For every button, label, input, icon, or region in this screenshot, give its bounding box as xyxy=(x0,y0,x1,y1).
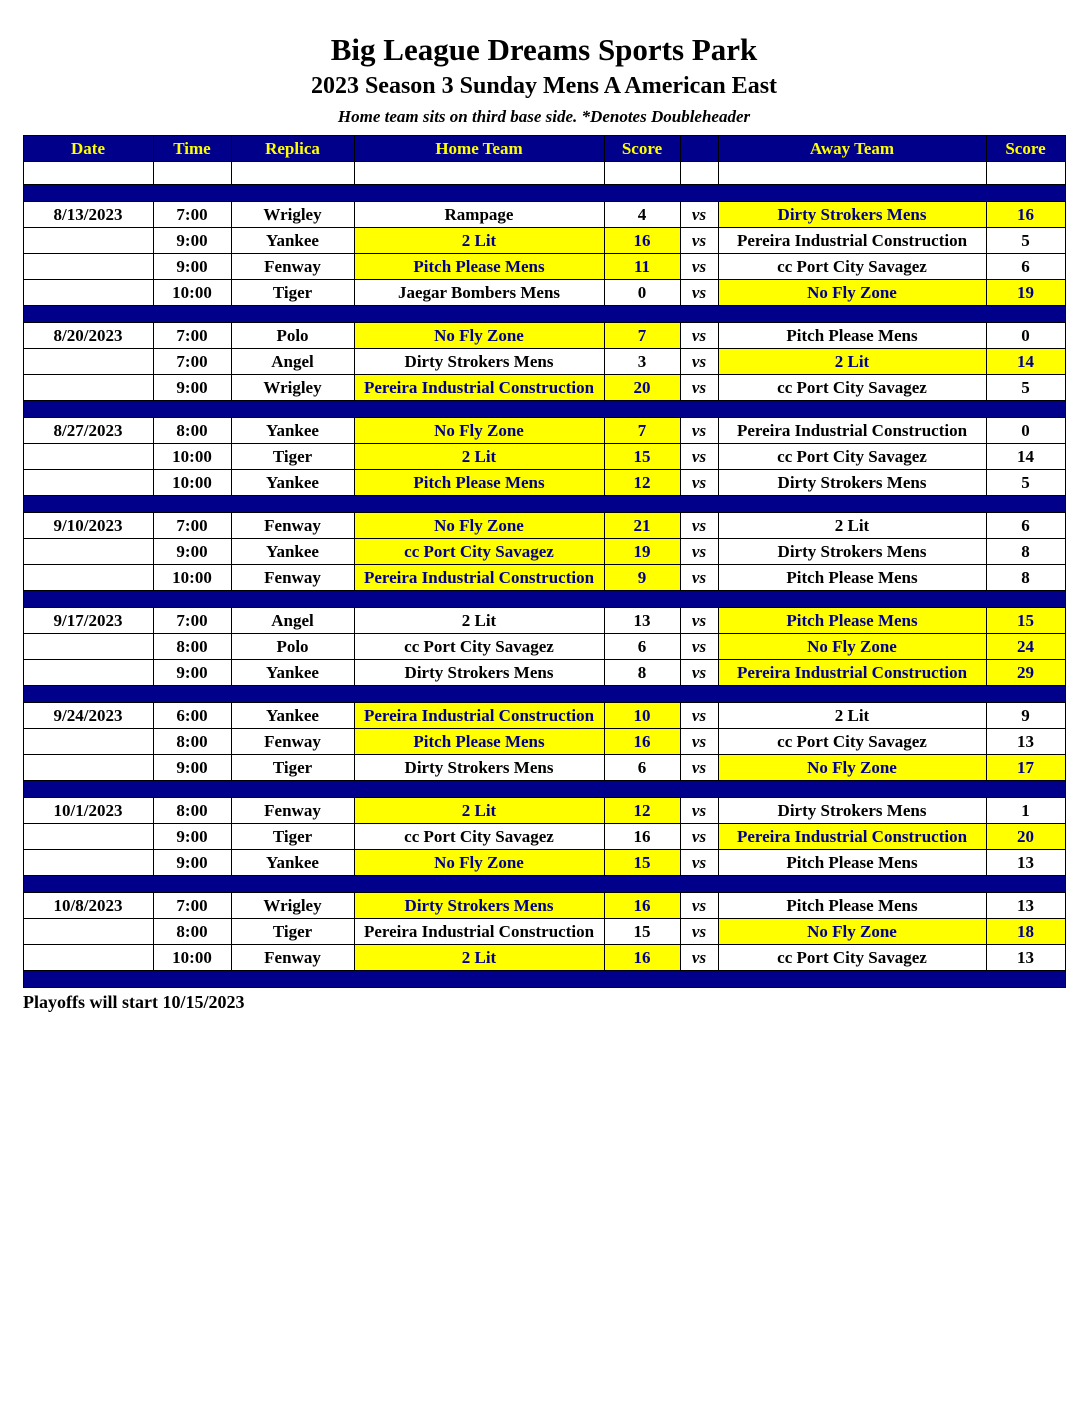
cell-home-score: 10 xyxy=(604,703,680,729)
cell-replica: Fenway xyxy=(231,945,354,971)
cell-home-team: 2 Lit xyxy=(354,945,604,971)
cell-date xyxy=(23,850,153,876)
cell-vs: vs xyxy=(680,798,718,824)
cell-replica: Fenway xyxy=(231,565,354,591)
cell-replica: Yankee xyxy=(231,418,354,444)
cell-replica: Yankee xyxy=(231,539,354,565)
cell-away-team: Dirty Strokers Mens xyxy=(718,539,986,565)
table-row xyxy=(23,280,1065,306)
cell-home-team: Pereira Industrial Construction xyxy=(354,919,604,945)
cell-home-score: 9 xyxy=(604,565,680,591)
cell-away-score: 8 xyxy=(986,539,1065,565)
cell-home-team: Pereira Industrial Construction xyxy=(354,375,604,401)
cell-away-team: 2 Lit xyxy=(718,349,986,375)
cell-time: 7:00 xyxy=(153,608,231,634)
cell-away-team: Pereira Industrial Construction xyxy=(718,824,986,850)
cell-away-score: 9 xyxy=(986,703,1065,729)
cell-vs: vs xyxy=(680,254,718,280)
column-header-home-score: Score xyxy=(604,136,680,162)
table-row xyxy=(23,444,1065,470)
table-row xyxy=(23,323,1065,349)
cell-time: 7:00 xyxy=(153,202,231,228)
cell-replica: Fenway xyxy=(231,254,354,280)
cell-home-team: Pitch Please Mens xyxy=(354,470,604,496)
cell-home-score: 13 xyxy=(604,608,680,634)
table-body xyxy=(23,162,1065,988)
cell-date: 10/8/2023 xyxy=(23,893,153,919)
week-separator-row xyxy=(23,781,1065,798)
cell-home-score: 6 xyxy=(604,634,680,660)
cell-home-team: Dirty Strokers Mens xyxy=(354,349,604,375)
table-row xyxy=(23,824,1065,850)
cell-home-score: 15 xyxy=(604,919,680,945)
cell-replica: Tiger xyxy=(231,755,354,781)
cell-date xyxy=(23,660,153,686)
playoffs-note: Playoffs will start 10/15/2023 xyxy=(23,992,245,1013)
cell-time: 8:00 xyxy=(153,418,231,444)
week-separator xyxy=(23,496,1065,513)
week-separator-row xyxy=(23,496,1065,513)
cell-time: 8:00 xyxy=(153,798,231,824)
cell-away-score: 17 xyxy=(986,755,1065,781)
cell-away-score: 24 xyxy=(986,634,1065,660)
cell-away-score: 18 xyxy=(986,919,1065,945)
cell-away-score: 29 xyxy=(986,660,1065,686)
blank-cell xyxy=(604,162,680,185)
cell-replica: Fenway xyxy=(231,798,354,824)
page-note: Home team sits on third base side. *Denotes Doubleheader xyxy=(337,107,751,127)
cell-time: 8:00 xyxy=(153,729,231,755)
cell-vs: vs xyxy=(680,349,718,375)
week-separator xyxy=(23,781,1065,798)
cell-date: 8/27/2023 xyxy=(23,418,153,444)
cell-home-team: Pereira Industrial Construction xyxy=(354,565,604,591)
cell-vs: vs xyxy=(680,850,718,876)
cell-home-score: 16 xyxy=(604,729,680,755)
cell-date xyxy=(23,945,153,971)
table-row xyxy=(23,228,1065,254)
cell-home-team: No Fly Zone xyxy=(354,323,604,349)
cell-away-team: cc Port City Savagez xyxy=(718,729,986,755)
cell-vs: vs xyxy=(680,470,718,496)
cell-away-score: 5 xyxy=(986,375,1065,401)
table-row xyxy=(23,893,1065,919)
week-separator xyxy=(23,591,1065,608)
cell-home-team: cc Port City Savagez xyxy=(354,824,604,850)
cell-vs: vs xyxy=(680,945,718,971)
cell-away-team: cc Port City Savagez xyxy=(718,254,986,280)
cell-away-score: 6 xyxy=(986,513,1065,539)
cell-home-team: cc Port City Savagez xyxy=(354,539,604,565)
table-row xyxy=(23,660,1065,686)
cell-away-score: 13 xyxy=(986,729,1065,755)
cell-vs: vs xyxy=(680,228,718,254)
cell-replica: Polo xyxy=(231,323,354,349)
cell-replica: Tiger xyxy=(231,919,354,945)
week-separator-row xyxy=(23,306,1065,323)
cell-away-score: 15 xyxy=(986,608,1065,634)
cell-date xyxy=(23,375,153,401)
cell-replica: Fenway xyxy=(231,513,354,539)
cell-away-team: Pitch Please Mens xyxy=(718,850,986,876)
cell-away-score: 13 xyxy=(986,850,1065,876)
cell-replica: Polo xyxy=(231,634,354,660)
cell-home-score: 11 xyxy=(604,254,680,280)
table-header-row xyxy=(23,136,1065,162)
cell-vs: vs xyxy=(680,202,718,228)
week-separator-row xyxy=(23,591,1065,608)
cell-vs: vs xyxy=(680,703,718,729)
cell-time: 7:00 xyxy=(153,323,231,349)
cell-home-team: No Fly Zone xyxy=(354,850,604,876)
column-header-replica: Replica xyxy=(231,136,354,162)
cell-away-score: 20 xyxy=(986,824,1065,850)
blank-cell xyxy=(231,162,354,185)
cell-away-score: 14 xyxy=(986,444,1065,470)
cell-home-team: Jaegar Bombers Mens xyxy=(354,280,604,306)
table-row xyxy=(23,418,1065,444)
cell-date: 9/10/2023 xyxy=(23,513,153,539)
cell-home-score: 16 xyxy=(604,228,680,254)
cell-away-team: No Fly Zone xyxy=(718,919,986,945)
cell-vs: vs xyxy=(680,418,718,444)
cell-home-team: Pereira Industrial Construction xyxy=(354,703,604,729)
cell-vs: vs xyxy=(680,919,718,945)
cell-time: 9:00 xyxy=(153,228,231,254)
table-row xyxy=(23,798,1065,824)
cell-home-score: 15 xyxy=(604,850,680,876)
cell-home-score: 16 xyxy=(604,824,680,850)
table-row xyxy=(23,565,1065,591)
cell-replica: Tiger xyxy=(231,824,354,850)
cell-away-team: Pitch Please Mens xyxy=(718,323,986,349)
cell-date xyxy=(23,824,153,850)
cell-away-team: No Fly Zone xyxy=(718,280,986,306)
table-row xyxy=(23,349,1065,375)
table-row xyxy=(23,755,1065,781)
cell-home-score: 7 xyxy=(604,323,680,349)
cell-vs: vs xyxy=(680,280,718,306)
blank-cell xyxy=(986,162,1065,185)
blank-row xyxy=(23,162,1065,185)
cell-vs: vs xyxy=(680,824,718,850)
table-row xyxy=(23,945,1065,971)
cell-vs: vs xyxy=(680,755,718,781)
cell-away-team: Dirty Strokers Mens xyxy=(718,470,986,496)
cell-away-team: No Fly Zone xyxy=(718,634,986,660)
week-separator xyxy=(23,306,1065,323)
cell-home-team: Rampage xyxy=(354,202,604,228)
cell-time: 7:00 xyxy=(153,513,231,539)
column-header-vs xyxy=(680,136,718,162)
cell-away-team: Pereira Industrial Construction xyxy=(718,418,986,444)
cell-home-score: 8 xyxy=(604,660,680,686)
cell-away-team: 2 Lit xyxy=(718,513,986,539)
week-separator xyxy=(23,971,1065,988)
cell-away-score: 13 xyxy=(986,893,1065,919)
schedule-table xyxy=(23,135,1066,988)
table-row xyxy=(23,202,1065,228)
cell-replica: Wrigley xyxy=(231,375,354,401)
cell-time: 10:00 xyxy=(153,280,231,306)
cell-home-score: 3 xyxy=(604,349,680,375)
cell-replica: Fenway xyxy=(231,729,354,755)
cell-replica: Angel xyxy=(231,608,354,634)
cell-home-score: 16 xyxy=(604,945,680,971)
cell-date xyxy=(23,755,153,781)
week-separator xyxy=(23,686,1065,703)
cell-time: 10:00 xyxy=(153,565,231,591)
cell-replica: Tiger xyxy=(231,280,354,306)
cell-home-score: 12 xyxy=(604,798,680,824)
cell-vs: vs xyxy=(680,539,718,565)
week-separator-row xyxy=(23,876,1065,893)
cell-date xyxy=(23,228,153,254)
cell-away-team: Dirty Strokers Mens xyxy=(718,202,986,228)
cell-away-team: Pereira Industrial Construction xyxy=(718,660,986,686)
cell-vs: vs xyxy=(680,893,718,919)
cell-away-team: cc Port City Savagez xyxy=(718,375,986,401)
cell-away-score: 8 xyxy=(986,565,1065,591)
cell-replica: Angel xyxy=(231,349,354,375)
cell-away-team: No Fly Zone xyxy=(718,755,986,781)
cell-away-score: 5 xyxy=(986,470,1065,496)
cell-date: 9/17/2023 xyxy=(23,608,153,634)
week-separator-row xyxy=(23,686,1065,703)
blank-cell xyxy=(354,162,604,185)
cell-away-team: Pitch Please Mens xyxy=(718,893,986,919)
cell-vs: vs xyxy=(680,323,718,349)
cell-date: 10/1/2023 xyxy=(23,798,153,824)
cell-away-score: 5 xyxy=(986,228,1065,254)
cell-replica: Yankee xyxy=(231,660,354,686)
cell-date xyxy=(23,470,153,496)
cell-home-score: 12 xyxy=(604,470,680,496)
cell-home-team: 2 Lit xyxy=(354,228,604,254)
cell-time: 7:00 xyxy=(153,349,231,375)
cell-away-team: Pitch Please Mens xyxy=(718,565,986,591)
cell-home-score: 21 xyxy=(604,513,680,539)
page-title: Big League Dreams Sports Park xyxy=(330,32,758,67)
cell-vs: vs xyxy=(680,608,718,634)
week-separator xyxy=(23,401,1065,418)
cell-date xyxy=(23,565,153,591)
cell-home-team: No Fly Zone xyxy=(354,513,604,539)
cell-home-team: Dirty Strokers Mens xyxy=(354,660,604,686)
blank-cell xyxy=(153,162,231,185)
column-header-time: Time xyxy=(153,136,231,162)
table-row xyxy=(23,513,1065,539)
cell-time: 8:00 xyxy=(153,919,231,945)
cell-away-team: 2 Lit xyxy=(718,703,986,729)
cell-replica: Yankee xyxy=(231,703,354,729)
cell-away-score: 13 xyxy=(986,945,1065,971)
cell-home-team: Dirty Strokers Mens xyxy=(354,893,604,919)
blank-cell xyxy=(680,162,718,185)
cell-home-team: Pitch Please Mens xyxy=(354,254,604,280)
cell-time: 10:00 xyxy=(153,945,231,971)
cell-time: 7:00 xyxy=(153,893,231,919)
cell-replica: Yankee xyxy=(231,470,354,496)
cell-vs: vs xyxy=(680,634,718,660)
cell-away-score: 16 xyxy=(986,202,1065,228)
week-separator-row xyxy=(23,185,1065,202)
cell-home-team: 2 Lit xyxy=(354,444,604,470)
cell-home-team: Dirty Strokers Mens xyxy=(354,755,604,781)
blank-cell xyxy=(23,162,153,185)
cell-time: 9:00 xyxy=(153,660,231,686)
cell-away-team: cc Port City Savagez xyxy=(718,945,986,971)
table-row xyxy=(23,608,1065,634)
cell-time: 9:00 xyxy=(153,375,231,401)
cell-time: 9:00 xyxy=(153,755,231,781)
cell-replica: Wrigley xyxy=(231,893,354,919)
cell-time: 10:00 xyxy=(153,470,231,496)
page-subtitle: 2023 Season 3 Sunday Mens A American East xyxy=(310,72,778,99)
cell-away-score: 6 xyxy=(986,254,1065,280)
week-separator xyxy=(23,185,1065,202)
table-row xyxy=(23,470,1065,496)
cell-home-score: 20 xyxy=(604,375,680,401)
table-row xyxy=(23,729,1065,755)
cell-date xyxy=(23,539,153,565)
cell-vs: vs xyxy=(680,660,718,686)
week-separator xyxy=(23,876,1065,893)
cell-home-team: 2 Lit xyxy=(354,608,604,634)
cell-date: 8/20/2023 xyxy=(23,323,153,349)
cell-time: 9:00 xyxy=(153,539,231,565)
cell-time: 10:00 xyxy=(153,444,231,470)
table-row xyxy=(23,375,1065,401)
table-header xyxy=(23,136,1065,162)
cell-time: 9:00 xyxy=(153,254,231,280)
column-header-date: Date xyxy=(23,136,153,162)
cell-replica: Yankee xyxy=(231,228,354,254)
cell-home-score: 0 xyxy=(604,280,680,306)
cell-replica: Tiger xyxy=(231,444,354,470)
cell-home-team: Pitch Please Mens xyxy=(354,729,604,755)
table-row xyxy=(23,919,1065,945)
column-header-home-team: Home Team xyxy=(354,136,604,162)
cell-away-score: 1 xyxy=(986,798,1065,824)
cell-away-team: Dirty Strokers Mens xyxy=(718,798,986,824)
cell-vs: vs xyxy=(680,375,718,401)
cell-date xyxy=(23,254,153,280)
cell-time: 8:00 xyxy=(153,634,231,660)
cell-time: 9:00 xyxy=(153,824,231,850)
cell-away-score: 14 xyxy=(986,349,1065,375)
table-row xyxy=(23,254,1065,280)
cell-date xyxy=(23,280,153,306)
cell-home-score: 15 xyxy=(604,444,680,470)
cell-date xyxy=(23,444,153,470)
week-separator-row xyxy=(23,971,1065,988)
cell-home-score: 16 xyxy=(604,893,680,919)
table-row xyxy=(23,703,1065,729)
cell-home-team: No Fly Zone xyxy=(354,418,604,444)
cell-vs: vs xyxy=(680,444,718,470)
column-header-away-team: Away Team xyxy=(718,136,986,162)
cell-away-team: Pitch Please Mens xyxy=(718,608,986,634)
column-header-away-score: Score xyxy=(986,136,1065,162)
cell-date: 9/24/2023 xyxy=(23,703,153,729)
cell-vs: vs xyxy=(680,565,718,591)
cell-home-score: 6 xyxy=(604,755,680,781)
cell-home-score: 7 xyxy=(604,418,680,444)
cell-away-team: Pereira Industrial Construction xyxy=(718,228,986,254)
table-row xyxy=(23,850,1065,876)
cell-home-score: 4 xyxy=(604,202,680,228)
cell-time: 9:00 xyxy=(153,850,231,876)
cell-date xyxy=(23,729,153,755)
cell-replica: Wrigley xyxy=(231,202,354,228)
cell-date xyxy=(23,634,153,660)
blank-cell xyxy=(718,162,986,185)
cell-date xyxy=(23,349,153,375)
week-separator-row xyxy=(23,401,1065,418)
cell-home-score: 19 xyxy=(604,539,680,565)
table-row xyxy=(23,634,1065,660)
cell-away-score: 19 xyxy=(986,280,1065,306)
cell-time: 6:00 xyxy=(153,703,231,729)
cell-vs: vs xyxy=(680,513,718,539)
cell-away-team: cc Port City Savagez xyxy=(718,444,986,470)
table-row xyxy=(23,539,1065,565)
cell-home-team: 2 Lit xyxy=(354,798,604,824)
cell-away-score: 0 xyxy=(986,323,1065,349)
cell-replica: Yankee xyxy=(231,850,354,876)
cell-vs: vs xyxy=(680,729,718,755)
cell-away-score: 0 xyxy=(986,418,1065,444)
cell-home-team: cc Port City Savagez xyxy=(354,634,604,660)
cell-date xyxy=(23,919,153,945)
cell-date: 8/13/2023 xyxy=(23,202,153,228)
